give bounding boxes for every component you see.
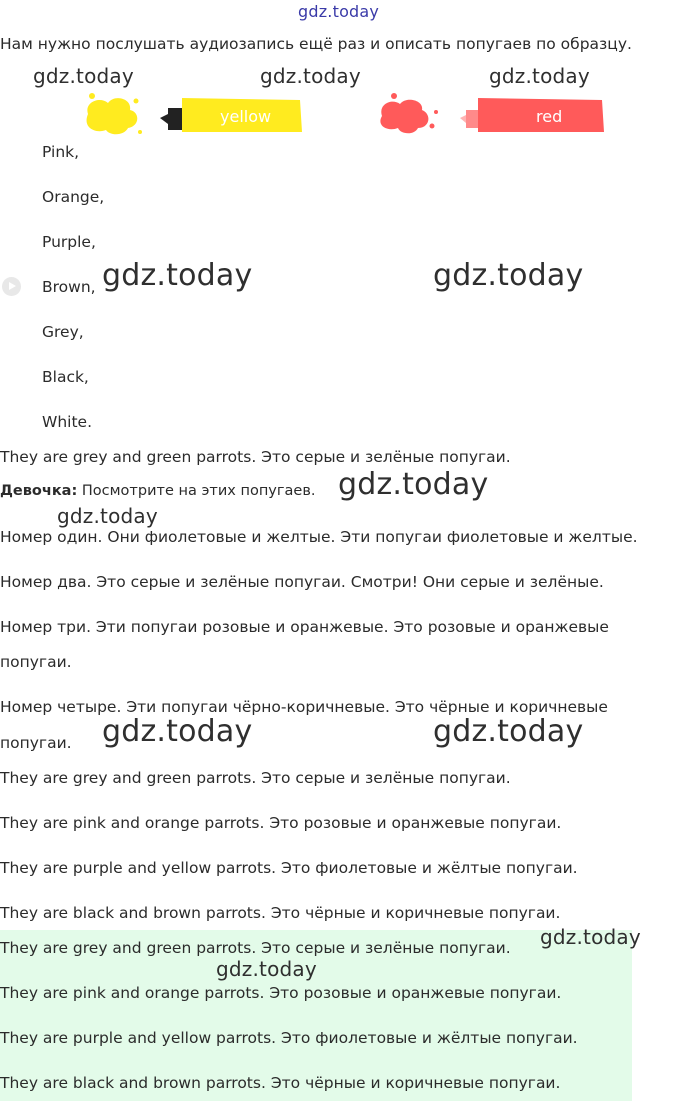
- watermark: gdz.today: [102, 714, 253, 749]
- answer-line: They are black and brown parrots. Это чёрные и коричневые попугаи.: [0, 904, 561, 922]
- yellow-highlighter-icon: [160, 98, 302, 132]
- answer-line: They are purple and yellow parrots. Это фиолетовые и жёлтые попугаи.: [0, 859, 578, 877]
- color-list-item: Pink,: [42, 143, 80, 161]
- watermark: gdz.today: [338, 467, 489, 502]
- watermark: gdz.today: [489, 64, 590, 88]
- red-marker-illustration: [372, 88, 612, 138]
- red-highlighter-icon: [460, 98, 604, 132]
- dialogue-intro: [0, 483, 315, 499]
- red-marker-label: red: [536, 107, 563, 126]
- dialogue-number-three-cont: попугаи.: [0, 653, 72, 671]
- highlighted-answer-line: They are pink and orange parrots. Это розовые и оранжевые попугаи.: [0, 984, 562, 1002]
- instruction-text: Нам нужно послушать аудиозапись ещё раз и описать попугаев по образцу.: [0, 35, 632, 53]
- watermark: gdz.today: [298, 2, 380, 21]
- watermark: gdz.today: [57, 504, 158, 528]
- dialogue-number-three: Номер три. Эти попугаи розовые и оранжевые. Это розовые и оранжевые: [0, 618, 609, 636]
- answer-line: They are pink and orange parrots. Это розовые и оранжевые попугаи.: [0, 814, 562, 832]
- watermark: gdz.today: [33, 64, 134, 88]
- watermark: gdz.today: [540, 925, 641, 949]
- color-list-item: White.: [42, 413, 92, 431]
- dialogue-number-four-cont: попугаи.: [0, 734, 72, 752]
- highlighted-answer-line: They are grey and green parrots. Это серые и зелёные попугаи.: [0, 939, 511, 957]
- watermark: gdz.today: [433, 714, 584, 749]
- watermark: gdz.today: [102, 258, 253, 293]
- answer-line: They are grey and green parrots. Это серые и зелёные попугаи.: [0, 769, 511, 787]
- color-list-item: Black,: [42, 368, 89, 386]
- dialogue-number-two: Номер два. Это серые и зелёные попугаи. Смотри! Они серые и зелёные.: [0, 573, 604, 591]
- dialogue-number-one: Номер один. Они фиолетовые и желтые. Эти попугаи фиолетовые и желтые.: [0, 528, 638, 546]
- highlighted-answer-line: They are black and brown parrots. Это чёрные и коричневые попугаи.: [0, 1074, 561, 1092]
- dialogue-line: Посмотрите на этих попугаев.: [81, 483, 316, 499]
- watermark: gdz.today: [260, 64, 361, 88]
- watermark: gdz.today: [216, 957, 317, 981]
- speaker-label: Девочка:: [0, 483, 78, 499]
- yellow-marker-label: yellow: [220, 107, 272, 126]
- yellow-splash-icon: [87, 93, 142, 134]
- color-list-item: Brown,: [42, 278, 96, 296]
- highlighted-answer-line: They are purple and yellow parrots. Это фиолетовые и жёлтые попугаи.: [0, 1029, 578, 1047]
- color-list-item: Orange,: [42, 188, 105, 206]
- color-list-item: Grey,: [42, 323, 84, 341]
- yellow-marker-illustration: [74, 88, 314, 138]
- play-audio-icon[interactable]: [2, 277, 21, 296]
- red-splash-icon: [380, 93, 438, 133]
- dialogue-number-four: Номер четыре. Эти попугаи чёрно-коричневые. Это чёрные и коричневые: [0, 698, 608, 716]
- watermark: gdz.today: [433, 258, 584, 293]
- example-line: They are grey and green parrots. Это серые и зелёные попугаи.: [0, 448, 511, 466]
- color-list-item: Purple,: [42, 233, 96, 251]
